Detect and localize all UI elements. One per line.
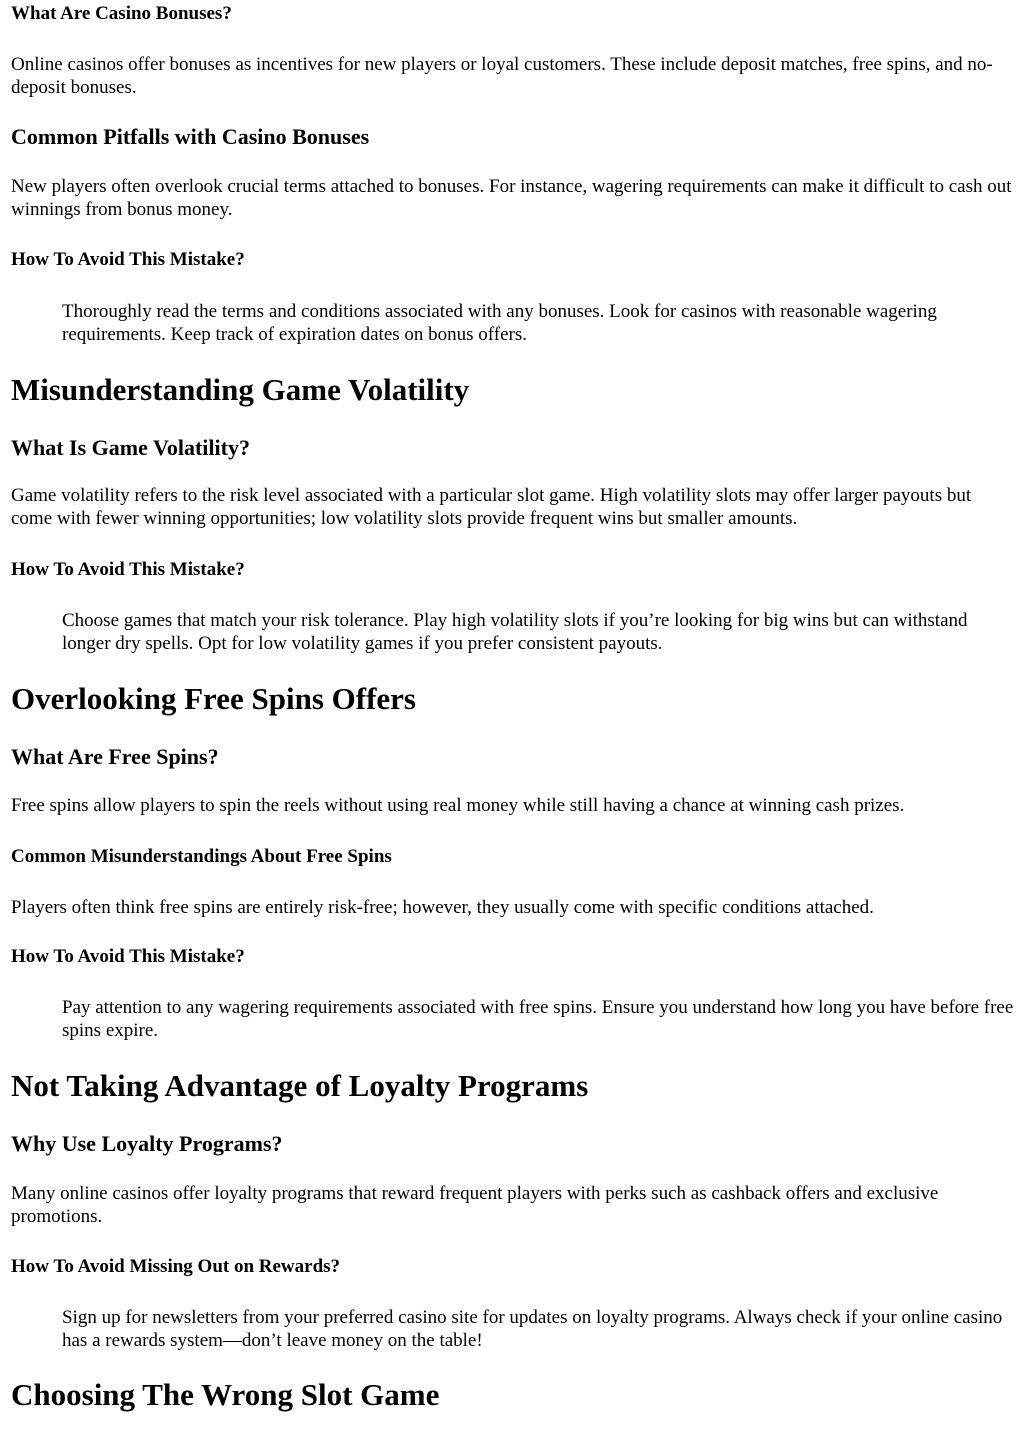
bonuses-intro: Online casinos offer bonuses as incentives for new players or loyal customers. These include deposit matches, free spins, and no-deposit bonuses. — [11, 54, 993, 98]
free-spins-avoid-quote: Pay attention to any wagering requirements associated with free spins. Ensure you understand how long you have before free spins expire. — [62, 997, 1014, 1041]
free-spins-subheading: What Are Free Spins? — [11, 744, 219, 769]
loyalty-avoid-heading: How To Avoid Missing Out on Rewards? — [11, 1256, 341, 1277]
free-spins-title: Overlooking Free Spins Offers — [11, 681, 416, 716]
volatility-avoid-quote: Choose games that match your risk tolerance. Play high volatility slots if you’re looking for big wins but can withstand longer dry spells. Opt for low volatility games if you prefer consistent payouts. — [62, 610, 968, 654]
bonus-avoid-quote: Thoroughly read the terms and conditions associated with any bonuses. Look for casinos with reasonable wagering requirements. Keep track of expiration dates on bonus offers. — [62, 301, 937, 345]
free-spins-text: Free spins allow players to spin the reels without using real money while still having a chance at winning cash prizes. — [11, 795, 905, 816]
bonuses-heading: What Are Casino Bonuses? — [11, 3, 232, 24]
bonus-pitfalls-heading: Common Pitfalls with Casino Bonuses — [11, 124, 370, 149]
bonus-avoid-heading: How To Avoid This Mistake? — [11, 249, 245, 270]
volatility-title: Misunderstanding Game Volatility — [11, 372, 470, 407]
volatility-text: Game volatility refers to the risk level associated with a particular slot game. High volatility slots may offer larger payouts but come with fewer winning opportunities; low volatility slots provide frequent wins but smaller amounts. — [11, 485, 972, 529]
wrong-slot-title: Choosing The Wrong Slot Game — [11, 1377, 440, 1412]
volatility-subheading: What Is Game Volatility? — [11, 435, 250, 460]
volatility-avoid-heading: How To Avoid This Mistake? — [11, 559, 245, 580]
loyalty-title: Not Taking Advantage of Loyalty Programs — [11, 1068, 589, 1103]
free-spins-misunderstandings-heading: Common Misunderstandings About Free Spins — [11, 846, 392, 867]
loyalty-text: Many online casinos offer loyalty programs that reward frequent players with perks such as cashback offers and exclusive promotions. — [11, 1183, 939, 1227]
bonus-pitfalls-text: New players often overlook crucial terms attached to bonuses. For instance, wagering requirements can make it difficult to cash out winnings from bonus money. — [11, 176, 1012, 220]
loyalty-subheading: Why Use Loyalty Programs? — [11, 1131, 283, 1156]
free-spins-misunderstandings-text: Players often think free spins are entirely risk-free; however, they usually come with specific conditions attached. — [11, 897, 874, 918]
loyalty-avoid-quote: Sign up for newsletters from your preferred casino site for updates on loyalty programs. Always check if your online casino has a rewards system—don’t leave money on the table! — [62, 1307, 1003, 1351]
free-spins-avoid-heading: How To Avoid This Mistake? — [11, 946, 245, 967]
